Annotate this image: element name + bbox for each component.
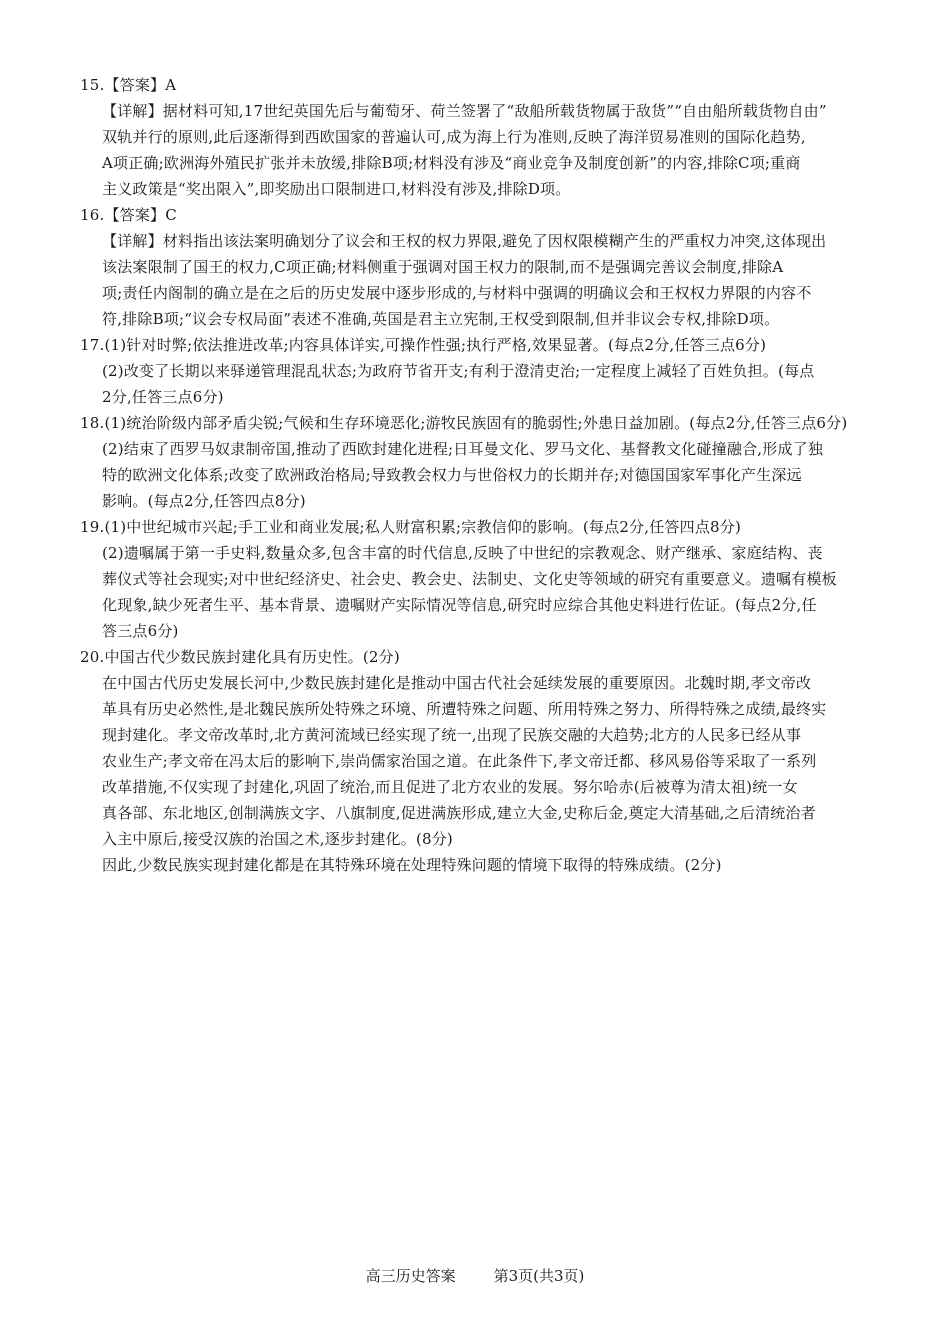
q19-part2-line: 葬仪式等社会现实;对中世纪经济史、社会史、教会史、法制史、文化史等领域的研究有重要意义。遗嘱有模板	[102, 570, 837, 588]
q18-part2-line: 影响。(每点2分,任答四点8分)	[102, 492, 306, 510]
q19-part1: 19.(1)中世纪城市兴起;手工业和商业发展;私人财富积累;宗教信仰的影响。(每点2分,任答四点8分)	[80, 518, 742, 536]
q17-part2-line: 2分,任答三点6分)	[102, 388, 224, 406]
q15-explanation-line: 主义政策是“奖出限入”,即奖励出口限制进口,材料没有涉及,排除D项。	[102, 180, 571, 198]
answer-content	[80, 72, 880, 878]
footer-page-number: 第3页(共3页)	[493, 1267, 585, 1285]
q20-argument-line: 入主中原后,接受汉族的治国之术,逐步封建化。(8分)	[102, 830, 453, 848]
q17-part2-line: (2)改变了长期以来驿递管理混乱状态;为政府节省开支;有利于澄清吏治;一定程度上减轻了百姓负担。(每点	[102, 362, 815, 380]
q19-part2-line: (2)遗嘱属于第一手史料,数量众多,包含丰富的时代信息,反映了中世纪的宗教观念、财产继承、家庭结构、丧	[102, 544, 823, 562]
q19-part2-line: 答三点6分)	[102, 622, 179, 640]
q15-explanation-line: 【详解】据材料可知,17世纪英国先后与葡萄牙、荷兰签署了“敌船所载货物属于敌货”“自由船所载货物自由”	[102, 102, 827, 120]
page-footer	[0, 1266, 950, 1286]
q20-thesis: 20.中国古代少数民族封建化具有历史性。(2分)	[80, 648, 400, 666]
q18-part2-line: 特的欧洲文化体系;改变了欧洲政治格局;导致教会权力与世俗权力的长期并存;对德国国家军事化产生深远	[102, 466, 802, 484]
q20-argument-line: 真各部、东北地区,创制满族文字、八旗制度,促进满族形成,建立大金,史称后金,奠定大清基础,之后清统治者	[102, 804, 816, 822]
q16-explanation-line: 【详解】材料指出该法案明确划分了议会和王权的权力界限,避免了因权限模糊产生的严重权力冲突,这体现出	[102, 232, 827, 250]
q16-explanation-line: 符,排除B项;“议会专权局面”表述不准确,英国是君主立宪制,王权受到限制,但并非议会专权,排除D项。	[102, 310, 780, 328]
q19-part2-line: 化现象,缺少死者生平、基本背景、遗嘱财产实际情况等信息,研究时应综合其他史料进行佐证。(每点2分,任	[102, 596, 817, 614]
q15-answer: 15.【答案】A	[80, 76, 177, 94]
q20-argument-line: 革具有历史必然性,是北魏民族所处特殊之环境、所遭特殊之问题、所用特殊之努力、所得特殊之成绩,最终实	[102, 700, 827, 718]
q20-argument-line: 改革措施,不仅实现了封建化,巩固了统治,而且促进了北方农业的发展。努尔哈赤(后被尊为清太祖)统一女	[102, 778, 798, 796]
footer-subject: 高三历史答案	[365, 1267, 456, 1285]
q20-argument-line: 农业生产;孝文帝在冯太后的影响下,崇尚儒家治国之道。在此条件下,孝文帝迁都、移风易俗等采取了一系列	[102, 752, 817, 770]
q15-explanation-line: A项正确;欧洲海外殖民扩张并未放缓,排除B项;材料没有涉及“商业竞争及制度创新”的内容,排除C项;重商	[102, 154, 801, 172]
q18-part2-line: (2)结束了西罗马奴隶制帝国,推动了西欧封建化进程;日耳曼文化、罗马文化、基督教文化碰撞融合,形成了独	[102, 440, 824, 458]
q16-explanation-line: 该法案限制了国王的权力,C项正确;材料侧重于强调对国王权力的限制,而不是强调完善议会制度,排除A	[102, 258, 784, 276]
q16-explanation-line: 项;责任内阁制的确立是在之后的历史发展中逐步形成的,与材料中强调的明确议会和王权权力界限的内容不	[102, 284, 812, 302]
q16-answer: 16.【答案】C	[80, 206, 177, 224]
q15-explanation-line: 双轨并行的原则,此后逐渐得到西欧国家的普遍认可,成为海上行为准则,反映了海洋贸易准则的国际化趋势,	[102, 128, 806, 146]
q17-part1: 17.(1)针对时弊;依法推进改革;内容具体详实,可操作性强;执行严格,效果显著。(每点2分,任答三点6分)	[80, 336, 767, 354]
q18-part1: 18.(1)统治阶级内部矛盾尖锐;气候和生存环境恶化;游牧民族固有的脆弱性;外患日益加剧。(每点2分,任答三点6分)	[80, 414, 848, 432]
q20-argument-line: 现封建化。孝文帝改革时,北方黄河流域已经实现了统一,出现了民族交融的大趋势;北方的人民多已经从事	[102, 726, 802, 744]
q20-conclusion: 因此,少数民族实现封建化都是在其特殊环境在处理特殊问题的情境下取得的特殊成绩。(2分)	[102, 856, 722, 874]
q20-argument-line: 在中国古代历史发展长河中,少数民族封建化是推动中国古代社会延续发展的重要原因。北魏时期,孝文帝改	[102, 674, 812, 692]
